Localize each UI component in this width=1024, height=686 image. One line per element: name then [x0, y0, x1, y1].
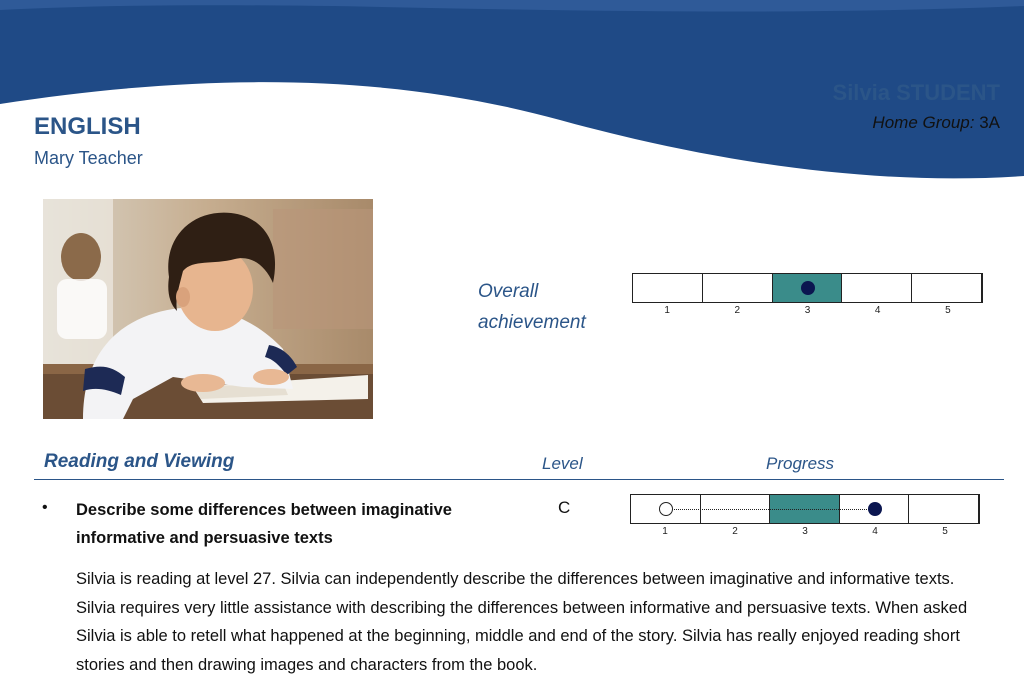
progress-current-marker — [868, 502, 882, 516]
level-column-header: Level — [542, 454, 583, 473]
progress-start-marker — [659, 502, 673, 516]
overall-scale-numbers — [632, 305, 983, 316]
criterion-text-line1: Describe some differences between imaginative — [76, 501, 452, 519]
section-divider — [34, 479, 1004, 480]
student-name: Silvia STUDENT — [832, 80, 1000, 105]
criterion-text-line2: informative and persuasive texts — [76, 529, 333, 547]
progress-column-header: Progress — [766, 454, 835, 473]
overall-scale-cell-1 — [633, 274, 703, 302]
overall-label-line1: Overall — [478, 281, 539, 302]
overall-scale-number-2: 2 — [734, 305, 741, 316]
progress-scale-number-2: 2 — [732, 526, 738, 537]
progress-scale-number-5: 5 — [942, 526, 948, 537]
student-reading-photo — [43, 199, 373, 419]
home-group-value: 3A — [979, 113, 1000, 132]
overall-scale-cell-5 — [912, 274, 982, 302]
overall-scale-number-4: 4 — [874, 305, 881, 316]
progress-scale-cell-5 — [909, 495, 979, 523]
teacher-comment: Silvia is reading at level 27. Silvia can independently describe the differences between imaginative and informative texts. Silvia requires very little assistance with describing the differences between informative and persuasive texts. When asked Silvia is able to retell what happened at the beginning, middle and end of the story. Silvia has really enjoyed reading short stories and then drawing images and characters from the book. — [76, 570, 968, 674]
overall-scale-number-3: 3 — [804, 305, 811, 316]
home-group-label: Home Group: — [872, 113, 975, 132]
progress-line — [666, 509, 875, 510]
criterion-text — [76, 496, 496, 552]
overall-achievement-label — [478, 276, 618, 338]
overall-scale-number-1: 1 — [664, 305, 670, 316]
overall-achievement-marker — [801, 281, 815, 295]
overall-label-line2: achievement — [478, 312, 586, 333]
progress-scale — [630, 494, 980, 524]
overall-scale-cell-4 — [842, 274, 912, 302]
home-group — [872, 113, 1000, 133]
criterion-bullet: • — [42, 499, 48, 516]
teacher-name: Mary Teacher — [34, 148, 143, 168]
progress-scale-numbers — [630, 526, 980, 537]
criterion-level: C — [558, 498, 571, 517]
progress-scale-number-4: 4 — [872, 526, 878, 537]
overall-achievement-scale — [632, 273, 983, 303]
progress-scale-number-1: 1 — [662, 526, 668, 537]
section-title: Reading and Viewing — [44, 451, 235, 472]
overall-scale-number-5: 5 — [945, 305, 951, 316]
overall-scale-cell-2 — [703, 274, 773, 302]
subject-title: ENGLISH — [34, 113, 141, 140]
progress-scale-number-3: 3 — [802, 526, 808, 537]
